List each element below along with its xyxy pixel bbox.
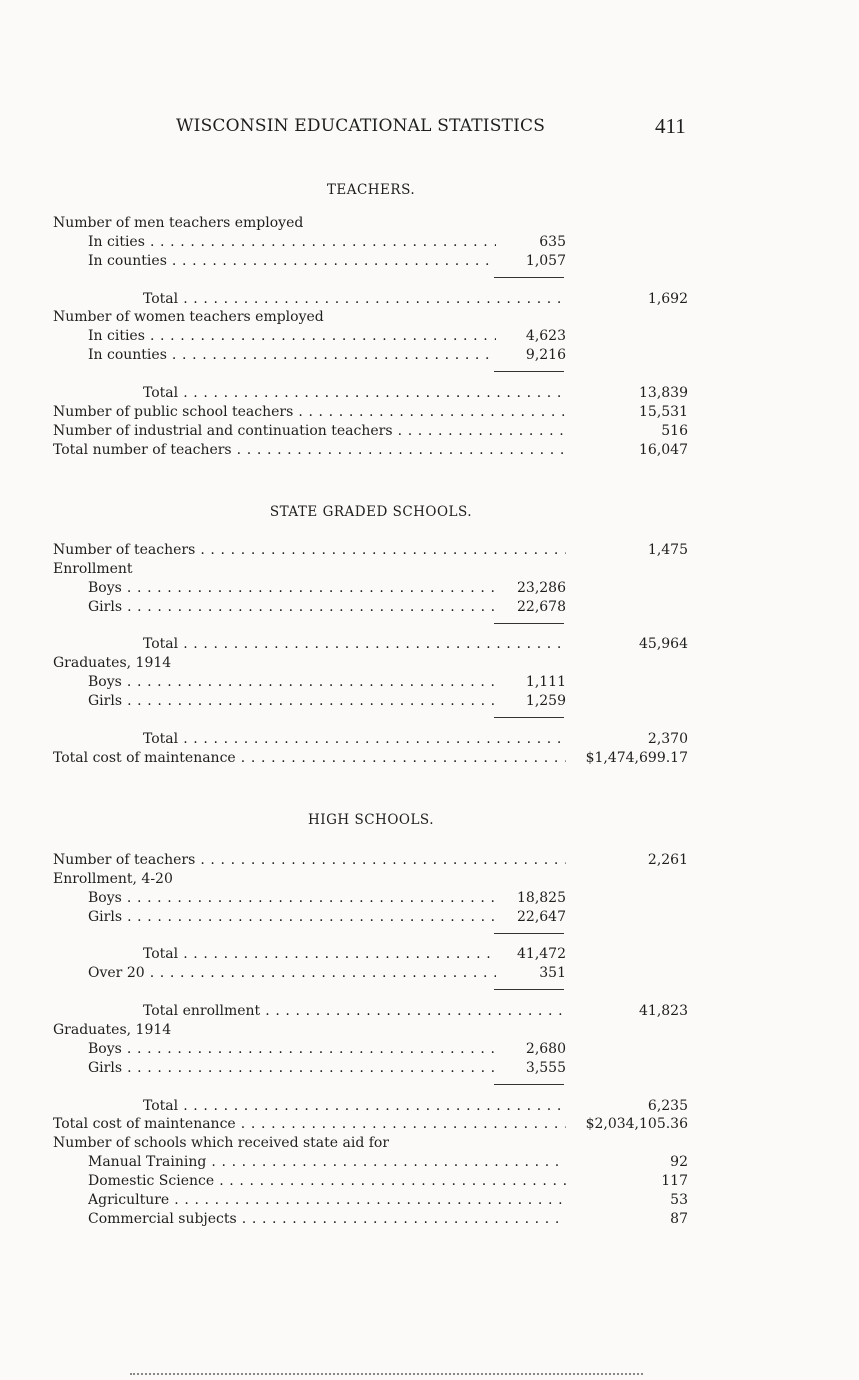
page-number: 411 <box>655 114 686 138</box>
row-subvalue: 23,286 <box>517 579 566 596</box>
high-schools-table <box>0 851 859 1229</box>
row-label: Total cost of maintenance . . . <box>53 749 566 768</box>
row-label: Manual Training . . . <box>88 1153 566 1172</box>
table-row <box>0 654 859 673</box>
table-row <box>0 1040 859 1059</box>
table-row <box>0 441 859 460</box>
row-value: 516 <box>661 422 688 439</box>
row-label: Total cost of maintenance . . . <box>53 1115 566 1134</box>
row-label: Total . . . <box>143 635 566 654</box>
row-label: Agriculture . . . <box>88 1191 566 1210</box>
row-label: Girls . . . <box>88 598 496 617</box>
section-title-teachers: TEACHERS. <box>326 182 416 198</box>
table-row <box>0 541 859 560</box>
row-value: 117 <box>661 1173 688 1190</box>
row-label: Graduates, 1914 <box>53 655 172 672</box>
subtotal-rule <box>0 927 859 946</box>
row-label: Number of teachers . . . <box>53 541 566 560</box>
row-label: Over 20 . . . <box>88 964 496 983</box>
table-row <box>0 1115 859 1134</box>
row-subvalue: 635 <box>539 233 566 250</box>
running-title: WISCONSIN EDUCATIONAL STATISTICS <box>176 116 546 136</box>
subtotal-rule <box>0 617 859 636</box>
subtotal-rule <box>0 271 859 290</box>
subtotal-rule <box>0 365 859 384</box>
row-value: 1,475 <box>647 542 688 558</box>
row-value: 87 <box>670 1210 688 1227</box>
row-label: Girls . . . <box>88 908 496 927</box>
teachers-table <box>0 214 859 460</box>
table-row <box>0 1002 859 1021</box>
row-label: Number of men teachers employed <box>53 215 304 231</box>
row-value: 1,692 <box>647 290 688 307</box>
table-row <box>0 870 859 889</box>
row-label: Total . . . <box>143 384 566 403</box>
row-subvalue: 2,680 <box>525 1040 566 1057</box>
subtotal-rule <box>0 711 859 730</box>
row-subvalue: 22,678 <box>517 598 566 615</box>
row-label: Total number of teachers . . . <box>53 441 566 460</box>
row-subvalue: 1,057 <box>525 252 566 269</box>
table-row <box>0 908 859 927</box>
footer-divider <box>130 1373 643 1375</box>
row-label: Girls . . . <box>88 1059 496 1078</box>
section-title-high-schools: HIGH SCHOOLS. <box>308 812 434 828</box>
row-label: Enrollment, 4-20 <box>53 870 173 887</box>
row-value: $2,034,105.36 <box>585 1116 688 1133</box>
table-row <box>0 730 859 749</box>
row-label: In cities . . . <box>88 233 496 252</box>
row-value: 16,047 <box>639 441 688 458</box>
row-label: Commercial subjects . . . <box>88 1210 566 1229</box>
row-value: $1,474,699.17 <box>585 749 688 766</box>
row-label: Boys . . . <box>88 673 496 692</box>
table-row <box>0 598 859 617</box>
row-value: 2,261 <box>647 852 688 868</box>
subtotal-rule <box>0 983 859 1002</box>
table-row <box>0 422 859 441</box>
row-label: Boys . . . <box>88 1040 496 1059</box>
table-row <box>0 749 859 768</box>
subtotal-rule <box>0 1078 859 1097</box>
row-value: 92 <box>670 1154 688 1171</box>
table-row <box>0 1021 859 1040</box>
table-row <box>0 964 859 983</box>
table-row <box>0 403 859 422</box>
table-row <box>0 945 859 964</box>
row-subvalue: 9,216 <box>525 347 566 364</box>
table-row <box>0 308 859 327</box>
row-label: In counties . . . <box>88 252 496 271</box>
table-row <box>0 1172 859 1191</box>
row-subvalue: 18,825 <box>517 889 566 906</box>
row-subvalue: 22,647 <box>517 908 566 925</box>
row-subvalue: 41,472 <box>517 946 566 963</box>
row-label: In counties . . . <box>88 346 496 365</box>
row-value: 6,235 <box>647 1097 688 1114</box>
table-row <box>0 1097 859 1116</box>
table-row <box>0 1059 859 1078</box>
table-row <box>0 635 859 654</box>
table-row <box>0 692 859 711</box>
page-header <box>0 112 859 142</box>
table-row <box>0 346 859 365</box>
row-label: Number of industrial and continuation teachers . . . <box>53 422 566 441</box>
row-label: Boys . . . <box>88 889 496 908</box>
table-row <box>0 889 859 908</box>
row-value: 41,823 <box>639 1003 688 1020</box>
row-label: In cities . . . <box>88 327 496 346</box>
row-label: Number of public school teachers . . . <box>53 403 566 422</box>
table-row <box>0 214 859 233</box>
table-row <box>0 384 859 403</box>
row-label: Number of teachers . . . <box>53 851 566 870</box>
row-value: 15,531 <box>639 403 688 420</box>
row-label: Number of schools which received state aid for <box>53 1135 390 1152</box>
table-row <box>0 1210 859 1229</box>
row-subvalue: 1,111 <box>525 674 566 691</box>
table-row <box>0 233 859 252</box>
row-label: Graduates, 1914 <box>53 1022 172 1039</box>
table-row <box>0 560 859 579</box>
row-label: Total . . . <box>143 290 566 309</box>
row-label: Total . . . <box>143 945 496 964</box>
row-subvalue: 351 <box>539 965 566 982</box>
row-value: 2,370 <box>647 730 688 747</box>
table-row <box>0 1134 859 1153</box>
table-row <box>0 290 859 309</box>
row-value: 53 <box>670 1192 688 1209</box>
table-row <box>0 851 859 870</box>
table-row <box>0 579 859 598</box>
row-label: Enrollment <box>53 560 133 577</box>
row-subvalue: 3,555 <box>525 1059 566 1076</box>
state-graded-table <box>0 541 859 768</box>
table-row <box>0 1153 859 1172</box>
row-label: Total . . . <box>143 730 566 749</box>
table-row <box>0 327 859 346</box>
row-subvalue: 4,623 <box>525 328 566 345</box>
table-row <box>0 1191 859 1210</box>
row-label: Boys . . . <box>88 579 496 598</box>
row-label: Total . . . <box>143 1097 566 1116</box>
row-label: Number of women teachers employed <box>53 309 324 326</box>
section-title-state-graded: STATE GRADED SCHOOLS. <box>269 504 473 520</box>
row-label: Girls . . . <box>88 692 496 711</box>
row-value: 45,964 <box>639 636 688 653</box>
row-label: Domestic Science . . . <box>88 1172 566 1191</box>
row-subvalue: 1,259 <box>525 693 566 710</box>
table-row <box>0 252 859 271</box>
row-value: 13,839 <box>639 385 688 402</box>
row-label: Total enrollment . . . <box>143 1002 566 1021</box>
table-row <box>0 673 859 692</box>
